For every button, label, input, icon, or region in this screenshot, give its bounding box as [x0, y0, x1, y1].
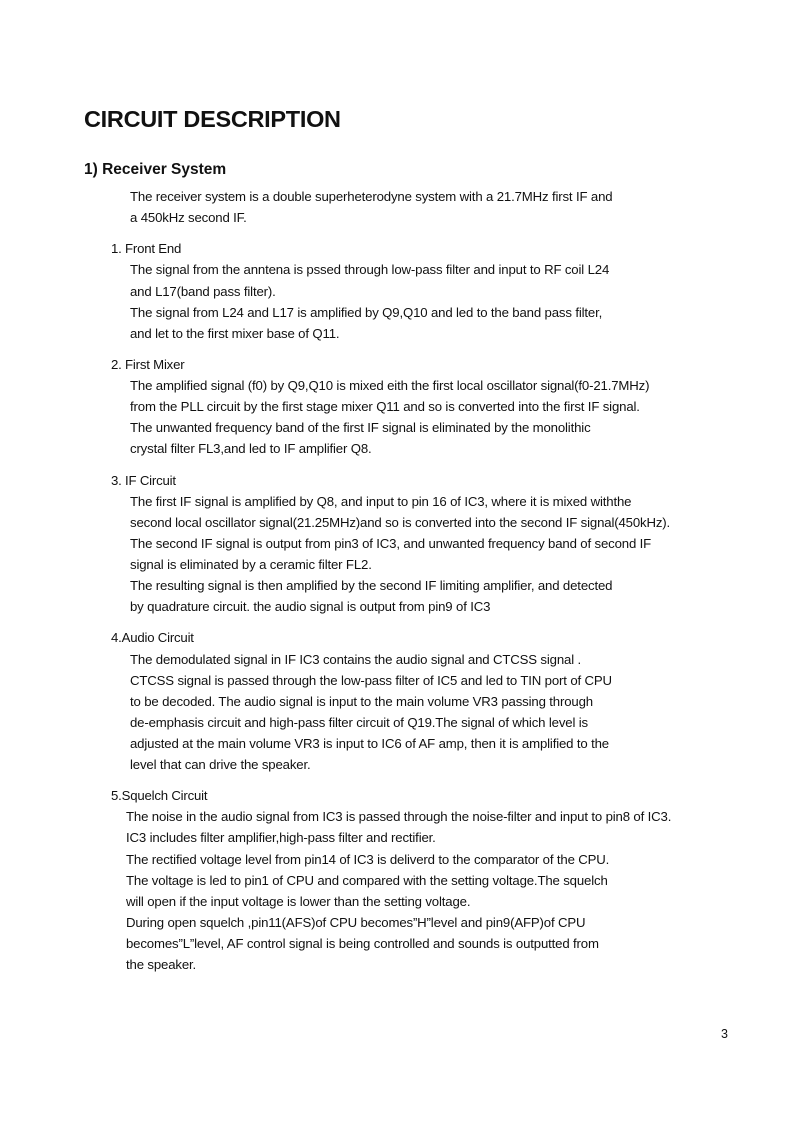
text-line: The first IF signal is amplified by Q8, and input to pin 16 of IC3, where it is mixed withthe [130, 494, 632, 509]
text-line: The unwanted frequency band of the first IF signal is eliminated by the monolithic [130, 420, 591, 435]
text-line: and L17(band pass filter). [130, 284, 276, 299]
section-heading: 1) Receiver System [84, 161, 227, 178]
text-line: The amplified signal (f0) by Q9,Q10 is mixed eith the first local oscillator signal(f0-21.7MHz) [130, 378, 650, 393]
text-line: from the PLL circuit by the first stage mixer Q11 and so is converted into the first IF signal. [130, 399, 640, 414]
subsection-heading: 1. Front End [111, 241, 182, 256]
text-line: The signal from the anntena is pssed through low-pass filter and input to RF coil L24 [130, 262, 610, 277]
subsection-heading: 4.Audio Circuit [111, 630, 194, 645]
text-line: adjusted at the main volume VR3 is input to IC6 of AF amp, then it is amplified to the [130, 736, 609, 751]
text-line: crystal filter FL3,and led to IF amplifier Q8. [130, 441, 372, 456]
text-line: by quadrature circuit. the audio signal is output from pin9 of IC3 [130, 599, 491, 614]
text-line: to be decoded. The audio signal is input to the main volume VR3 passing through [130, 694, 593, 709]
text-line: The resulting signal is then amplified by the second IF limiting amplifier, and detected [130, 578, 613, 593]
subsection-heading: 5.Squelch Circuit [111, 788, 208, 803]
text-line: signal is eliminated by a ceramic filter FL2. [130, 557, 372, 572]
text-line: de-emphasis circuit and high-pass filter circuit of Q19.The signal of which level is [130, 715, 588, 730]
subsection-heading: 3. IF Circuit [111, 473, 176, 488]
text-line: will open if the input voltage is lower than the setting voltage. [126, 894, 471, 909]
text-line: CTCSS signal is passed through the low-pass filter of IC5 and led to TIN port of CPU [130, 673, 612, 688]
text-line: the speaker. [126, 957, 197, 972]
text-line: and let to the first mixer base of Q11. [130, 326, 340, 341]
text-line: The voltage is led to pin1 of CPU and compared with the setting voltage.The squelch [126, 873, 608, 888]
text-line: During open squelch ,pin11(AFS)of CPU becomes”H”level and pin9(AFP)of CPU [126, 915, 586, 930]
text-line: IC3 includes filter amplifier,high-pass filter and rectifier. [126, 830, 436, 845]
page-title: CIRCUIT DESCRIPTION [84, 106, 341, 132]
text-line: The receiver system is a double superheterodyne system with a 21.7MHz first IF and [130, 189, 613, 204]
text-line: The noise in the audio signal from IC3 is passed through the noise-filter and input to pin8 of IC3. [126, 809, 672, 824]
text-line: second local oscillator signal(21.25MHz)and so is converted into the second IF signal(450kHz). [130, 515, 671, 530]
text-line: a 450kHz second IF. [130, 210, 247, 225]
text-line: becomes”L”level, AF control signal is being controlled and sounds is outputted from [126, 936, 599, 951]
text-line: The second IF signal is output from pin3 of IC3, and unwanted frequency band of second IF [130, 536, 652, 551]
subsection-heading: 2. First Mixer [111, 357, 185, 372]
text-line: The signal from L24 and L17 is amplified by Q9,Q10 and led to the band pass filter, [130, 305, 603, 320]
page-number: 3 [721, 1027, 728, 1041]
text-line: level that can drive the speaker. [130, 757, 311, 772]
text-line: The demodulated signal in IF IC3 contains the audio signal and CTCSS signal . [130, 652, 582, 667]
text-line: The rectified voltage level from pin14 of IC3 is deliverd to the comparator of the CPU. [126, 852, 610, 867]
